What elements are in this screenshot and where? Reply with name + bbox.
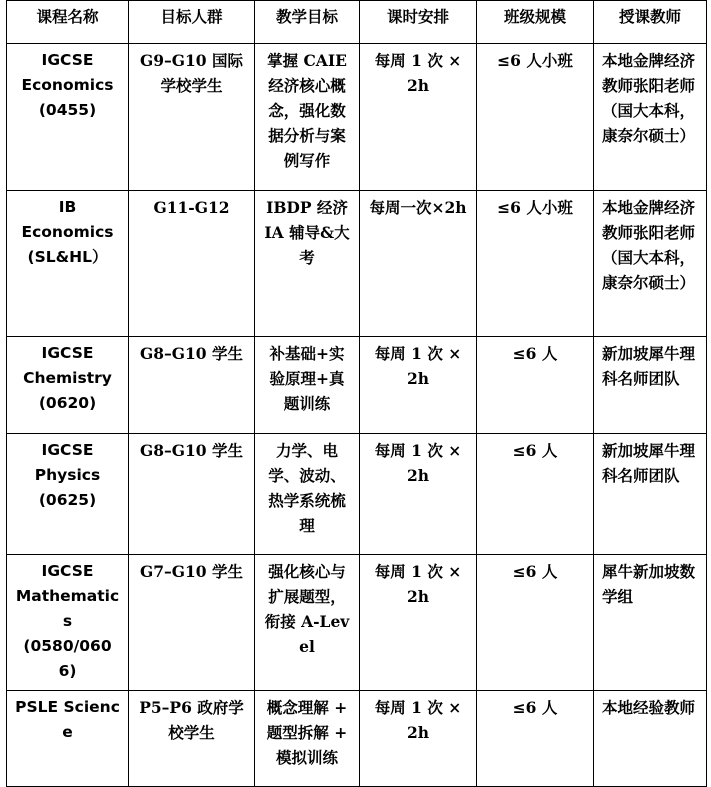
header-teaching-goal: 教学目标 — [255, 1, 360, 44]
audience-cell: G11-G12 — [129, 191, 255, 337]
course-name-cell: IGCSE Mathematics (0580/0606) — [7, 555, 129, 691]
table-row — [7, 555, 707, 691]
course-name-cell: IGCSE Economics (0455) — [7, 44, 129, 191]
class-size-cell: ≤6 人 — [477, 337, 594, 434]
goal-cell: 补基础+实验原理+真题训练 — [255, 337, 360, 434]
course-name-cell: IB Economics (SL&HL） — [7, 191, 129, 337]
teacher-cell: 新加坡犀牛理科名师团队 — [594, 434, 707, 555]
table-row — [7, 191, 707, 337]
header-schedule: 课时安排 — [360, 1, 477, 44]
course-name-cell: IGCSE Physics (0625) — [7, 434, 129, 555]
schedule-cell: 每周 1 次 × 2h — [360, 555, 477, 691]
course-name-cell: IGCSE Chemistry (0620) — [7, 337, 129, 434]
course-table — [6, 0, 707, 787]
goal-cell: 力学、电学、波动、热学系统梳理 — [255, 434, 360, 555]
course-name-cell: PSLE Science — [7, 691, 129, 787]
table-row — [7, 337, 707, 434]
table-row — [7, 691, 707, 787]
goal-cell: 掌握 CAIE 经济核心概念，强化数据分析与案例写作 — [255, 44, 360, 191]
teacher-cell: 本地经验教师 — [594, 691, 707, 787]
class-size-cell: ≤6 人 — [477, 434, 594, 555]
goal-cell: IBDP 经济 IA 辅导&大考 — [255, 191, 360, 337]
goal-cell: 强化核心与扩展题型，衔接 A-Level — [255, 555, 360, 691]
schedule-cell: 每周一次×2h — [360, 191, 477, 337]
teacher-cell: 本地金牌经济教师张阳老师（国大本科，康奈尔硕士） — [594, 44, 707, 191]
header-class-size: 班级规模 — [477, 1, 594, 44]
audience-cell: G9–G10 国际学校学生 — [129, 44, 255, 191]
class-size-cell: ≤6 人小班 — [477, 191, 594, 337]
audience-cell: G8–G10 学生 — [129, 337, 255, 434]
header-teacher: 授课教师 — [594, 1, 707, 44]
teacher-cell: 本地金牌经济教师张阳老师（国大本科，康奈尔硕士） — [594, 191, 707, 337]
class-size-cell: ≤6 人小班 — [477, 44, 594, 191]
header-row — [7, 1, 707, 44]
audience-cell: G8–G10 学生 — [129, 434, 255, 555]
teacher-cell: 新加坡犀牛理科名师团队 — [594, 337, 707, 434]
table-row — [7, 44, 707, 191]
audience-cell: P5–P6 政府学校学生 — [129, 691, 255, 787]
schedule-cell: 每周 1 次 × 2h — [360, 337, 477, 434]
class-size-cell: ≤6 人 — [477, 691, 594, 787]
header-course-name: 课程名称 — [7, 1, 129, 44]
audience-cell: G7–G10 学生 — [129, 555, 255, 691]
class-size-cell: ≤6 人 — [477, 555, 594, 691]
goal-cell: 概念理解 + 题型拆解 + 模拟训练 — [255, 691, 360, 787]
schedule-cell: 每周 1 次 × 2h — [360, 434, 477, 555]
table-row — [7, 434, 707, 555]
schedule-cell: 每周 1 次 × 2h — [360, 691, 477, 787]
schedule-cell: 每周 1 次 × 2h — [360, 44, 477, 191]
header-target-audience: 目标人群 — [129, 1, 255, 44]
teacher-cell: 犀牛新加坡数学组 — [594, 555, 707, 691]
